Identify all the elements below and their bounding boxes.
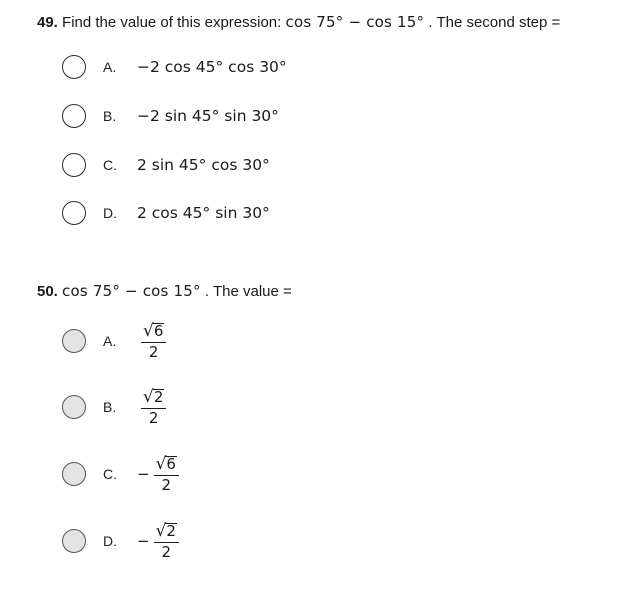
option-50-c[interactable]	[62, 453, 179, 495]
option-49-b[interactable]	[62, 101, 279, 131]
negative-sign: −	[137, 465, 150, 483]
option-49-c[interactable]	[62, 150, 270, 180]
fraction-answer	[137, 453, 179, 494]
option-50-d[interactable]	[62, 520, 179, 562]
radio-button-icon[interactable]	[62, 201, 86, 225]
fraction-answer	[137, 320, 166, 361]
option-letter: C.	[103, 466, 117, 482]
fraction-numerator	[141, 386, 166, 409]
radio-button-icon[interactable]	[62, 153, 86, 177]
question-50	[37, 282, 292, 300]
radio-button-icon[interactable]	[62, 55, 86, 79]
option-49-a[interactable]	[62, 52, 287, 82]
square-root-icon: √	[155, 520, 167, 541]
option-letter: C.	[103, 157, 117, 173]
option-text: −2 sin 45° sin 30°	[137, 107, 279, 125]
fraction	[154, 453, 179, 494]
option-50-a[interactable]	[62, 320, 166, 362]
radio-button-icon[interactable]	[62, 104, 86, 128]
fraction-denominator: 2	[148, 408, 159, 427]
fraction	[154, 520, 179, 561]
option-text: 2 cos 45° sin 30°	[137, 204, 270, 222]
fraction-numerator	[141, 320, 166, 343]
radio-button-icon[interactable]	[62, 462, 86, 486]
option-letter: A.	[103, 333, 117, 349]
radio-button-icon[interactable]	[62, 529, 86, 553]
option-letter: D.	[103, 533, 117, 549]
question-suffix: . The value =	[204, 283, 292, 300]
fraction-answer	[137, 520, 179, 561]
radicand: 2	[153, 387, 164, 406]
question-expression: cos 75° − cos 15°	[285, 13, 425, 31]
radicand: 6	[153, 321, 164, 340]
question-suffix: . The second step =	[428, 14, 561, 31]
question-49	[37, 13, 560, 31]
option-letter: A.	[103, 59, 117, 75]
question-number: 49.	[37, 14, 58, 31]
radio-button-icon[interactable]	[62, 395, 86, 419]
fraction-numerator	[154, 453, 179, 476]
fraction	[141, 320, 166, 361]
fraction-denominator: 2	[161, 542, 172, 561]
question-expression: cos 75° − cos 15°	[62, 282, 201, 300]
square-root-icon: √	[143, 320, 154, 341]
option-50-b[interactable]	[62, 386, 166, 428]
option-text: 2 sin 45° cos 30°	[137, 156, 270, 174]
option-letter: B.	[103, 399, 117, 415]
radio-button-icon[interactable]	[62, 329, 86, 353]
radicand: 2	[166, 521, 176, 540]
negative-sign: −	[137, 532, 150, 550]
question-number: 50.	[37, 283, 58, 300]
fraction-numerator	[154, 520, 179, 543]
radicand: 6	[166, 454, 176, 473]
square-root-icon: √	[155, 453, 167, 474]
fraction	[141, 386, 166, 427]
fraction-denominator: 2	[148, 342, 159, 361]
option-49-d[interactable]	[62, 198, 270, 228]
fraction-denominator: 2	[161, 475, 172, 494]
question-prompt: Find the value of this expression:	[62, 14, 282, 31]
option-letter: D.	[103, 205, 117, 221]
square-root-icon: √	[143, 386, 154, 407]
option-letter: B.	[103, 108, 117, 124]
option-text: −2 cos 45° cos 30°	[137, 58, 287, 76]
fraction-answer	[137, 386, 166, 427]
